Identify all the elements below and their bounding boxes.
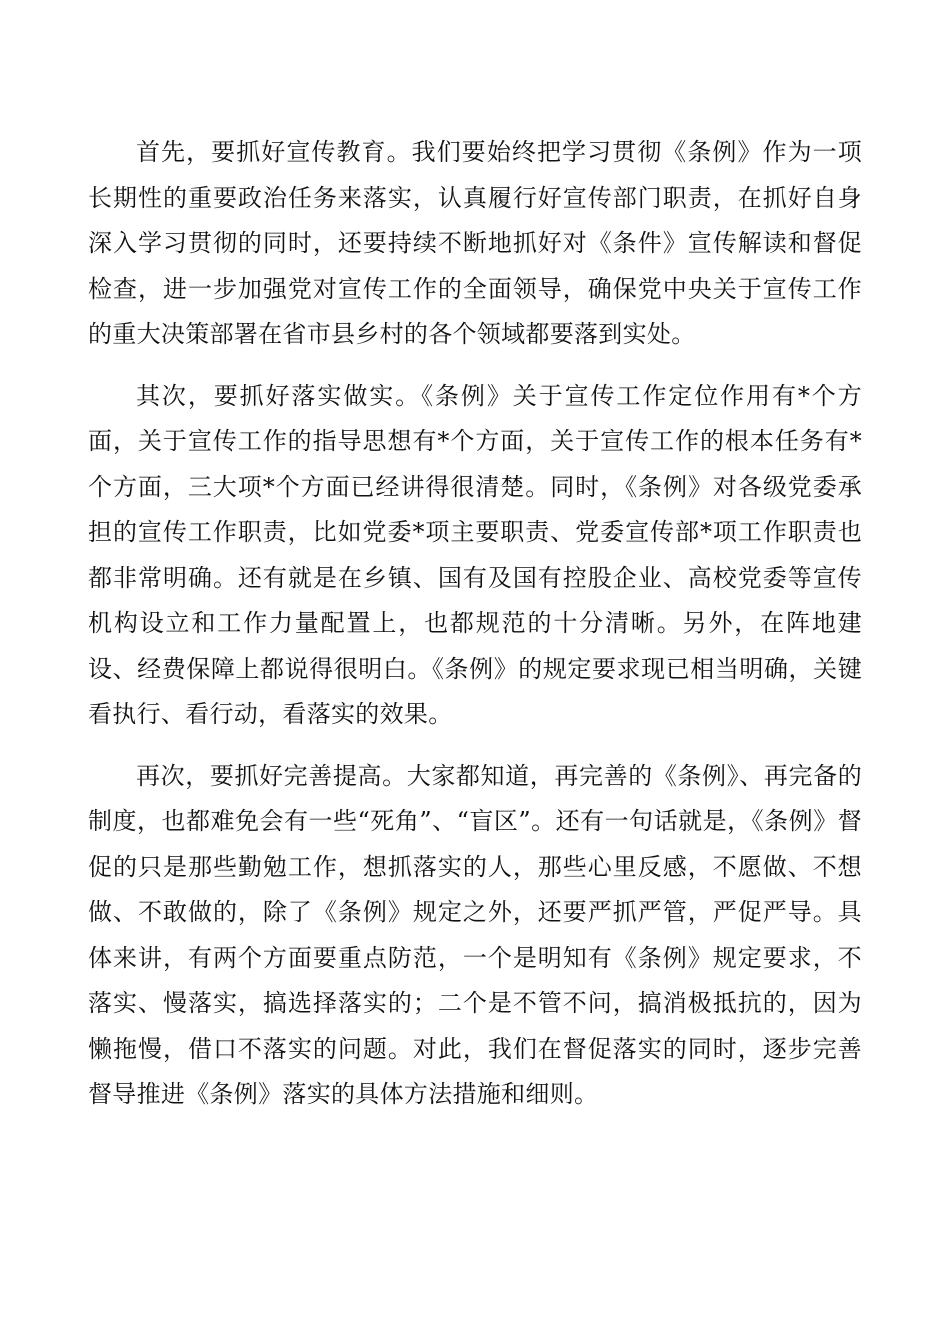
- paragraph-third-point: 再次，要抓好完善提高。大家都知道，再完善的《条例》、再完备的制度，也都难免会有一些“死角”、“盲区”。还有一句话就是，《条例》督促的只是那些勤勉工作，想抓落实的人，那些心里反感，不愿做、不想做、不敢做的，除了《条例》规定之外，还要严抓严管，严促严导。具体来讲，有两个方面要重点防范，一个是明知有《条例》规定要求，不落实、慢落实，搞选择落实的；二个是不管不问，搞消极抵抗的，因为懒拖慢，借口不落实的问题。对此，我们在督促落实的同时，逐步完善督导推进《条例》落实的具体方法措施和细则。: [88, 761, 862, 1108]
- paragraph-first-point: 首先，要抓好宣传教育。我们要始终把学习贯彻《条例》作为一项长期性的重要政治任务来落实，认真履行好宣传部门职责，在抓好自身深入学习贯彻的同时，还要持续不断地抓好对《条件》宣传解读和督促检查，进一步加强党对宣传工作的全面领导，确保党中央关于宣传工作的重大决策部署在省市县乡村的各个领域都要落到实处。: [88, 138, 862, 348]
- document-body: [88, 130, 862, 1134]
- paragraph-second-point: 其次，要抓好落实做实。《条例》关于宣传工作定位作用有*个方面，关于宣传工作的指导思想有*个方面，关于宣传工作的根本任务有*个方面，三大项*个方面已经讲得很清楚。同时，《条例》对各级党委承担的宣传工作职责，比如党委*项主要职责、党委宣传部*项工作职责也都非常明确。还有就是在乡镇、国有及国有控股企业、高校党委等宣传机构设立和工作力量配置上，也都规范的十分清晰。另外，在阵地建设、经费保障上都说得很明白。《条例》的规定要求现已相当明确，关键看执行、看行动，看落实的效果。: [88, 381, 862, 728]
